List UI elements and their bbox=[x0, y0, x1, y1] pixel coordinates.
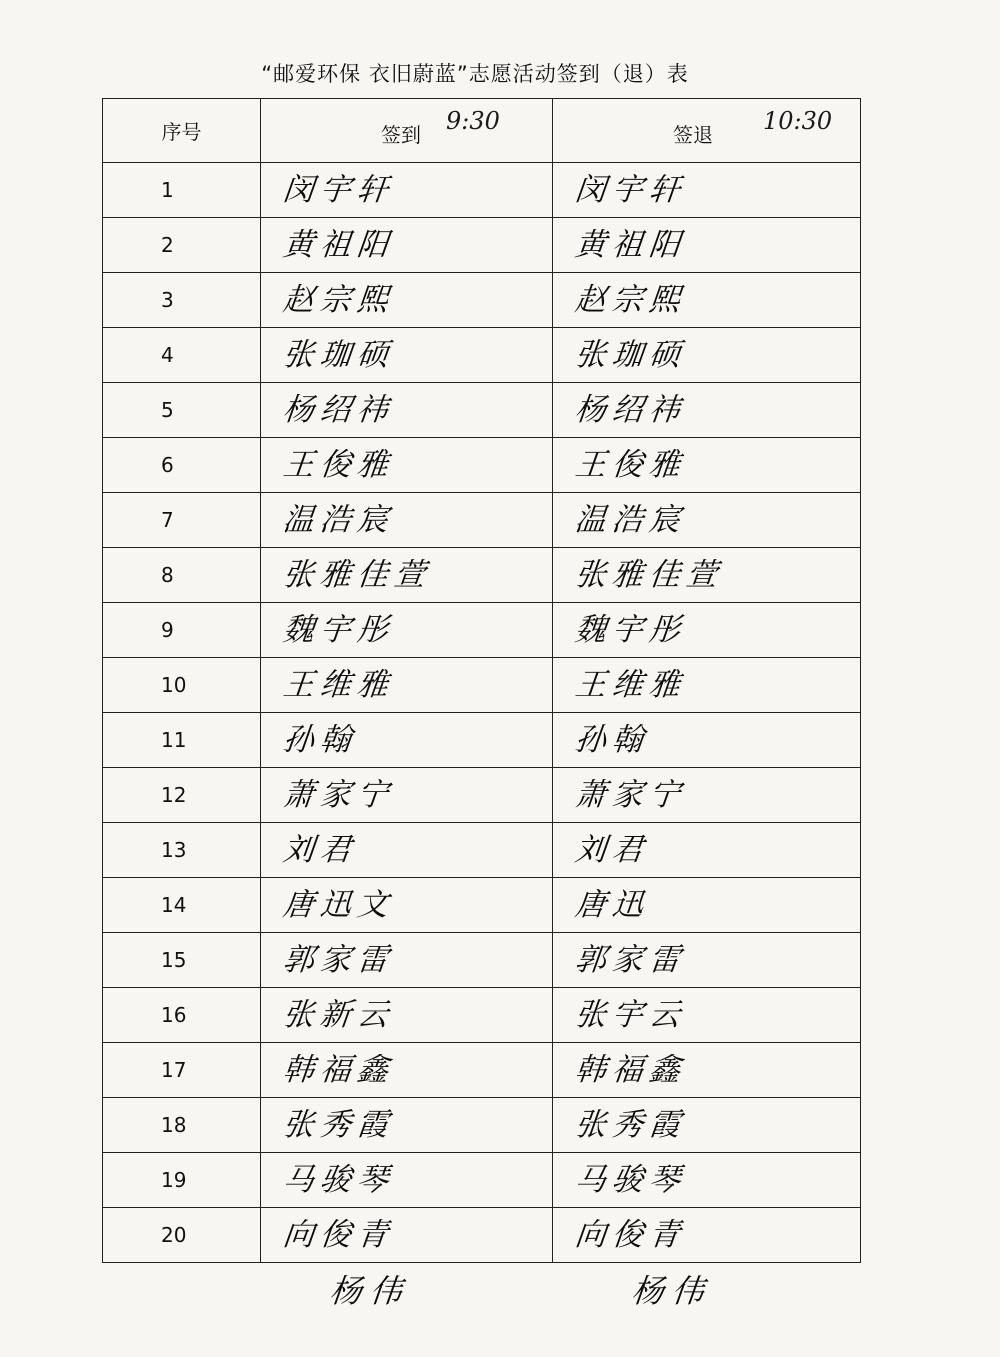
checkout-signature: 张秀霞 bbox=[573, 1107, 688, 1143]
header-checkout-time: 10:30 bbox=[763, 107, 833, 135]
checkout-cell bbox=[553, 988, 861, 1043]
checkout-cell bbox=[553, 493, 861, 548]
checkout-signature: 黄祖阳 bbox=[573, 227, 688, 263]
table-row bbox=[103, 988, 861, 1043]
checkout-cell bbox=[553, 1153, 861, 1208]
checkout-signature: 魏宇彤 bbox=[573, 612, 688, 648]
checkout-cell bbox=[553, 1208, 861, 1263]
checkin-cell bbox=[261, 1208, 553, 1263]
table-row bbox=[103, 713, 861, 768]
checkout-signature: 赵宗熙 bbox=[573, 282, 688, 318]
checkout-cell bbox=[553, 933, 861, 988]
checkout-signature: 郭家雷 bbox=[573, 942, 688, 978]
checkout-signature: 韩福鑫 bbox=[573, 1052, 688, 1088]
table-row bbox=[103, 768, 861, 823]
table-row bbox=[103, 823, 861, 878]
checkout-signature: 杨绍祎 bbox=[573, 392, 688, 428]
table-row bbox=[103, 328, 861, 383]
table-row bbox=[103, 218, 861, 273]
checkout-cell bbox=[553, 328, 861, 383]
table-row bbox=[103, 548, 861, 603]
checkin-signature: 张雅佳萱 bbox=[281, 557, 433, 593]
row-number: 8 bbox=[103, 548, 261, 603]
row-number: 11 bbox=[103, 713, 261, 768]
checkout-cell bbox=[553, 713, 861, 768]
checkin-signature: 王维雅 bbox=[281, 667, 396, 703]
checkout-cell bbox=[553, 823, 861, 878]
checkin-signature: 杨绍祎 bbox=[281, 392, 396, 428]
checkin-signature: 萧家宁 bbox=[281, 777, 396, 813]
checkout-signature: 闵宇轩 bbox=[573, 172, 688, 208]
checkin-cell bbox=[261, 163, 553, 218]
checkin-cell bbox=[261, 493, 553, 548]
checkout-signature: 温浩宸 bbox=[573, 502, 688, 538]
checkin-signature: 韩福鑫 bbox=[281, 1052, 396, 1088]
table-row bbox=[103, 658, 861, 713]
row-number: 15 bbox=[103, 933, 261, 988]
checkin-cell bbox=[261, 933, 553, 988]
checkin-signature: 闵宇轩 bbox=[281, 172, 396, 208]
table-row bbox=[103, 1043, 861, 1098]
table-row bbox=[103, 273, 861, 328]
checkout-cell bbox=[553, 383, 861, 438]
checkout-signature: 王维雅 bbox=[573, 667, 688, 703]
table-row bbox=[103, 1098, 861, 1153]
checkout-cell bbox=[553, 438, 861, 493]
checkin-signature: 孙翰 bbox=[281, 722, 359, 758]
row-number: 13 bbox=[103, 823, 261, 878]
row-number: 9 bbox=[103, 603, 261, 658]
row-number: 7 bbox=[103, 493, 261, 548]
row-number: 19 bbox=[103, 1153, 261, 1208]
row-number: 20 bbox=[103, 1208, 261, 1263]
checkout-signature: 张宇云 bbox=[573, 997, 688, 1033]
checkout-signature: 唐迅 bbox=[573, 887, 651, 923]
checkin-cell bbox=[261, 988, 553, 1043]
checkin-signature: 温浩宸 bbox=[281, 502, 396, 538]
row-number: 12 bbox=[103, 768, 261, 823]
checkout-signature: 刘君 bbox=[573, 832, 651, 868]
table-header-row bbox=[103, 99, 861, 163]
checkin-signature: 马骏琴 bbox=[281, 1162, 396, 1198]
checkout-signature: 张珈硕 bbox=[573, 337, 688, 373]
table-row bbox=[103, 603, 861, 658]
signin-table bbox=[102, 98, 861, 1263]
checkin-signature: 郭家雷 bbox=[281, 942, 396, 978]
row-number: 2 bbox=[103, 218, 261, 273]
checkin-signature: 王俊雅 bbox=[281, 447, 396, 483]
checkout-cell bbox=[553, 1098, 861, 1153]
checkout-cell bbox=[553, 878, 861, 933]
row-number: 4 bbox=[103, 328, 261, 383]
sheet-title: “邮爱环保 衣旧蔚蓝”志愿活动签到（退）表 bbox=[261, 62, 689, 86]
row-number: 5 bbox=[103, 383, 261, 438]
checkout-signature: 萧家宁 bbox=[573, 777, 688, 813]
row-number: 6 bbox=[103, 438, 261, 493]
checkin-cell bbox=[261, 1153, 553, 1208]
checkout-signature: 张雅佳萱 bbox=[573, 557, 725, 593]
checkin-cell bbox=[261, 658, 553, 713]
checkout-signature: 王俊雅 bbox=[573, 447, 688, 483]
table-row bbox=[103, 383, 861, 438]
checkin-cell bbox=[261, 548, 553, 603]
checkin-signature: 魏宇彤 bbox=[281, 612, 396, 648]
checkin-cell bbox=[261, 273, 553, 328]
header-checkin bbox=[261, 99, 553, 163]
table-row bbox=[103, 438, 861, 493]
checkout-cell bbox=[553, 218, 861, 273]
checkout-cell bbox=[553, 603, 861, 658]
header-checkout bbox=[553, 99, 861, 163]
row-number: 3 bbox=[103, 273, 261, 328]
checkout-signature: 孙翰 bbox=[573, 722, 651, 758]
checkout-cell bbox=[553, 658, 861, 713]
checkin-signature: 黄祖阳 bbox=[281, 227, 396, 263]
row-number: 18 bbox=[103, 1098, 261, 1153]
checkout-cell bbox=[553, 548, 861, 603]
checkout-cell bbox=[553, 768, 861, 823]
checkin-cell bbox=[261, 713, 553, 768]
row-number: 16 bbox=[103, 988, 261, 1043]
checkin-cell bbox=[261, 383, 553, 438]
header-number: 序号 bbox=[103, 99, 261, 163]
header-checkin-time: 9:30 bbox=[446, 107, 500, 135]
checkin-cell bbox=[261, 328, 553, 383]
table-row bbox=[103, 878, 861, 933]
header-checkin-label: 签到 bbox=[381, 123, 421, 147]
checkout-signature: 马骏琴 bbox=[573, 1162, 688, 1198]
row-number: 14 bbox=[103, 878, 261, 933]
footer-checkout-signature: 杨伟 bbox=[629, 1272, 714, 1310]
checkin-cell bbox=[261, 603, 553, 658]
checkout-cell bbox=[553, 1043, 861, 1098]
footer-checkin-signature: 杨伟 bbox=[327, 1272, 412, 1310]
table-row bbox=[103, 163, 861, 218]
header-checkout-label: 签退 bbox=[673, 123, 713, 147]
checkin-cell bbox=[261, 438, 553, 493]
checkin-signature: 张秀霞 bbox=[281, 1107, 396, 1143]
table-row bbox=[103, 1153, 861, 1208]
checkout-cell bbox=[553, 273, 861, 328]
checkin-signature: 唐迅文 bbox=[281, 887, 396, 923]
checkin-cell bbox=[261, 768, 553, 823]
checkin-signature: 张新云 bbox=[281, 997, 396, 1033]
checkin-cell bbox=[261, 878, 553, 933]
checkin-signature: 赵宗熙 bbox=[281, 282, 396, 318]
table-row bbox=[103, 493, 861, 548]
table-row bbox=[103, 933, 861, 988]
checkout-cell bbox=[553, 163, 861, 218]
row-number: 10 bbox=[103, 658, 261, 713]
table-row bbox=[103, 1208, 861, 1263]
checkin-cell bbox=[261, 1098, 553, 1153]
checkin-cell bbox=[261, 1043, 553, 1098]
checkin-signature: 向俊青 bbox=[281, 1217, 396, 1253]
checkin-signature: 刘君 bbox=[281, 832, 359, 868]
row-number: 17 bbox=[103, 1043, 261, 1098]
checkout-signature: 向俊青 bbox=[573, 1217, 688, 1253]
checkin-cell bbox=[261, 218, 553, 273]
checkin-cell bbox=[261, 823, 553, 878]
row-number: 1 bbox=[103, 163, 261, 218]
checkin-signature: 张珈硕 bbox=[281, 337, 396, 373]
